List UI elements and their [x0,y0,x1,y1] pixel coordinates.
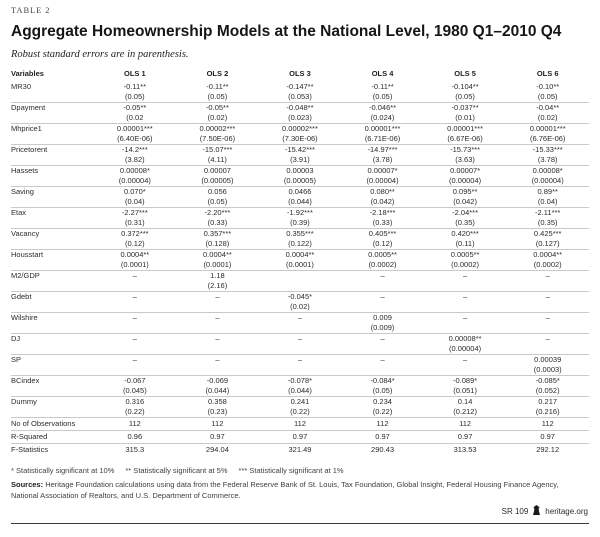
standard-error: (0.0002) [451,259,480,269]
coefficient-cell: 0.056 (0.05) [176,186,259,207]
standard-error: (0.35) [455,217,475,227]
coefficient-cell: 0.00002*** (7.30E-06) [259,123,342,144]
statistic-cell: 315.3 [94,443,177,456]
statistic-row [11,430,589,443]
coefficient-cell: -15.33*** (3.78) [506,144,589,165]
coefficient-cell: 0.009 (0.009) [341,312,424,333]
sources-label: Sources: [11,479,44,489]
variable-row [11,354,589,375]
standard-error: (0.02) [537,112,558,122]
coefficient-cell: -14.97*** (3.78) [341,144,424,165]
coefficient-cell: 1.18 (2.16) [176,270,259,291]
standard-error: (0.024) [370,112,395,122]
standard-error: (0.00004) [118,175,151,185]
variable-label: Hassets [11,165,94,186]
standard-error: (0.044) [288,385,312,395]
standard-error: (7.30E-06) [282,133,318,143]
standard-error: (0.212) [453,406,477,416]
variable-label: Housstart [11,249,94,270]
coefficient-cell: – [259,312,342,333]
coefficient-cell: 0.89** (0.04) [506,186,589,207]
coefficient-cell: -0.085* (0.052) [506,375,589,396]
standard-error: (6.40E-06) [117,133,153,143]
coefficient-cell: – [424,312,507,333]
significance-item: *** Statistically significant at 1% [238,465,344,475]
coefficient-cell: – [506,270,589,291]
statistic-cell: 112 [259,417,342,430]
sources-note [11,480,585,502]
coefficient-cell: -0.048** (0.023) [259,102,342,123]
statistic-cell: 112 [506,417,589,430]
coefficient-cell: -0.067 (0.045) [94,375,177,396]
model-column-header: OLS 4 [371,68,394,78]
model-column-header: OLS 2 [206,68,229,78]
variable-row [11,249,589,270]
standard-error: (0.216) [535,406,560,416]
standard-error: (0.023) [288,112,312,122]
model-column-header: OLS 1 [124,68,146,78]
standard-error: (2.16) [207,280,228,290]
variable-row [11,312,589,333]
statistic-cell: 313.53 [424,443,507,456]
coefficient-cell: -15.73*** (3.63) [424,144,507,165]
standard-error: (0.23) [207,406,228,416]
coefficient-cell: 0.00007* (0.00004) [424,165,507,186]
model-column-header: OLS 6 [536,68,559,78]
coefficient-cell: 0.14 (0.212) [424,396,507,417]
statistic-row [11,443,589,456]
coefficient-cell: -2.11*** (0.35) [506,207,589,228]
variable-row [11,396,589,417]
statistic-cell: 0.97 [506,430,589,443]
coefficient-cell: 0.241 (0.22) [259,396,342,417]
standard-error: (0.0001) [203,259,232,269]
variable-label: BCindex [11,375,94,396]
coefficient-cell: 0.217 (0.216) [506,396,589,417]
standard-error: (0.0001) [286,259,314,269]
variable-row [11,291,589,312]
coefficient-cell: – [506,312,589,333]
coefficient-cell: 0.00001*** (6.76E-06) [506,123,589,144]
standard-error: (0.04) [125,196,145,206]
standard-error: (0.00004) [531,175,564,185]
standard-error: (0.12) [372,238,393,248]
variable-label: Pricetorent [11,144,94,165]
coefficient-cell: -15.42*** (3.91) [259,144,342,165]
coefficient-cell: – [176,312,259,333]
statistic-cell: 294.04 [176,443,259,456]
statistic-cell: 321.49 [259,443,342,456]
coefficient-cell: – [259,333,342,354]
variable-label: SP [11,354,94,375]
standard-error: (0.042) [453,196,477,206]
coefficient-cell: – [341,270,424,291]
variable-label: Saving [11,186,94,207]
coefficient-cell: -2.04*** (0.35) [424,207,507,228]
coefficient-cell: -0.04** (0.02) [506,102,589,123]
coefficient-cell: 0.00007* (0.00004) [341,165,424,186]
coefficient-cell: – [94,291,177,312]
coefficient-cell: – [506,333,589,354]
standard-error: (0.12) [125,238,145,248]
statistic-cell: 0.97 [259,430,342,443]
variable-label: Etax [11,207,94,228]
statistic-cell: 0.97 [341,430,424,443]
coefficient-cell: – [424,291,507,312]
coefficient-cell: – [341,333,424,354]
coefficient-cell: -0.084* (0.05) [341,375,424,396]
coefficient-cell: 0.070* (0.04) [94,186,177,207]
statistic-label: F-Statistics [11,443,94,456]
coefficient-cell: – [176,354,259,375]
standard-error: (4.11) [207,154,227,164]
variable-label: Dpayment [11,102,94,123]
coefficient-cell: -0.037** (0.01) [424,102,507,123]
standard-error: (0.00004) [449,175,482,185]
coefficient-cell: -0.046** (0.024) [341,102,424,123]
coefficient-cell: 0.0004** (0.0001) [94,249,177,270]
significance-note [11,466,589,475]
standard-error: (0.11) [455,238,475,248]
coefficient-cell: -14.2*** (3.82) [94,144,177,165]
standard-error: (0.04) [537,196,558,206]
standard-error: (0.22) [125,406,145,416]
coefficient-cell: – [259,354,342,375]
bottom-rule [11,523,589,524]
coefficient-cell: -2.18*** (0.33) [341,207,424,228]
coefficient-cell: 0.372*** (0.12) [94,228,177,249]
coefficient-cell: -0.11** (0.05) [341,82,424,103]
coefficient-cell: -0.089* (0.051) [424,375,507,396]
standard-error: (0.02) [290,301,310,311]
coefficient-cell: -0.045* (0.02) [259,291,342,312]
coefficient-cell: 0.00039 (0.0003) [506,354,589,375]
coefficient-cell: 0.0004** (0.0002) [506,249,589,270]
standard-error: (0.009) [370,322,395,332]
variable-label: Wilshire [11,312,94,333]
coefficient-cell: -0.11** (0.05) [176,82,259,103]
standard-error: (0.02 [126,112,144,122]
standard-error: (0.0003) [533,364,562,374]
standard-error: (0.39) [290,217,310,227]
coefficient-cell: 0.357*** (0.128) [176,228,259,249]
standard-error: (0.05) [372,91,393,101]
standard-error: (0.044) [205,385,230,395]
report-footer [502,505,588,517]
variable-row [11,207,589,228]
standard-error: (3.78) [372,154,393,164]
standard-error: (3.78) [537,154,558,164]
variable-label: Gdebt [11,291,94,312]
standard-error: (0.128) [205,238,230,248]
coefficient-cell: – [506,291,589,312]
coefficient-cell: 0.080** (0.042) [341,186,424,207]
significance-item: ** Statistically significant at 5% [125,465,228,475]
variable-row [11,102,589,123]
coefficient-cell: – [424,270,507,291]
standard-error: (0.045) [122,385,147,395]
statistic-cell: 292.12 [506,443,589,456]
standard-error: (0.127) [535,238,560,248]
variable-row [11,270,589,291]
coefficient-cell: – [176,291,259,312]
standard-error: (0.31) [125,217,145,227]
coefficient-cell: – [94,354,177,375]
standard-error: (0.051) [453,385,477,395]
regression-table [11,69,589,456]
standard-error: (0.0001) [120,259,149,269]
statistic-cell: 112 [176,417,259,430]
coefficient-cell: -0.10** (0.05) [506,82,589,103]
variable-label: Mhprice1 [11,123,94,144]
report-id: SR 109 [501,506,529,516]
variable-row [11,333,589,354]
standard-error: (0.35) [537,217,558,227]
table-number-label: TABLE 2 [11,5,51,15]
standard-error: (0.053) [288,91,312,101]
statistic-label: R-Squared [11,430,94,443]
statistic-row [11,417,589,430]
standard-error: (0.33) [207,217,228,227]
variable-row [11,123,589,144]
coefficient-cell: 0.00002*** (7.50E-06) [176,123,259,144]
coefficient-cell: 0.00001*** (6.71E-06) [341,123,424,144]
coefficient-cell: 0.0004** (0.0001) [176,249,259,270]
standard-error: (3.63) [455,154,475,164]
coefficient-cell: 0.00001*** (6.40E-06) [94,123,177,144]
coefficient-cell: 0.00003 (0.00005) [259,165,342,186]
standard-error: (0.05) [207,196,228,206]
standard-error: (0.01) [455,112,475,122]
coefficient-cell: 0.0466 (0.044) [259,186,342,207]
variable-label: DJ [11,333,94,354]
coefficient-cell: 0.0004** (0.0001) [259,249,342,270]
standard-error: (0.05) [537,91,558,101]
standard-error: (0.00005) [283,175,317,185]
table-subtitle: Robust standard errors are in parenthesis. [11,48,189,60]
statistic-cell: 112 [94,417,177,430]
coefficient-cell: 0.00008** (0.00004) [424,333,507,354]
variables-column-header: Variables [11,68,44,78]
standard-error: (0.00004) [449,343,482,353]
coefficient-cell: 0.420*** (0.11) [424,228,507,249]
coefficient-cell: 0.0005** (0.0002) [424,249,507,270]
coefficient-cell: 0.355*** (0.122) [259,228,342,249]
table-header [11,69,589,82]
standard-error: (3.91) [290,154,310,164]
coefficient-cell [259,270,342,291]
table-body [11,82,589,456]
coefficient-cell: 0.00008* (0.00004) [506,165,589,186]
variable-row [11,186,589,207]
standard-error: (0.22) [372,406,393,416]
model-column-header: OLS 5 [454,68,476,78]
variable-row [11,375,589,396]
coefficient-cell: – [424,354,507,375]
coefficient-cell: – [94,333,177,354]
coefficient-cell: 0.00001*** (6.67E-06) [424,123,507,144]
statistic-label: No of Observations [11,417,94,430]
coefficient-cell: 0.358 (0.23) [176,396,259,417]
coefficient-cell: – [176,333,259,354]
coefficient-cell: -2.20*** (0.33) [176,207,259,228]
standard-error: (7.50E-06) [199,133,236,143]
coefficient-cell: -0.147** (0.053) [259,82,342,103]
standard-error: (0.05) [372,385,393,395]
variable-row [11,165,589,186]
variable-row [11,82,589,103]
coefficient-cell: -0.078* (0.044) [259,375,342,396]
standard-error: (0.122) [288,238,312,248]
statistic-cell: 0.97 [424,430,507,443]
coefficient-cell: -0.104** (0.05) [424,82,507,103]
table-title: Aggregate Homeownership Models at the National Level, 1980 Q1–2010 Q4 [11,23,562,40]
standard-error: (0.044) [288,196,312,206]
variable-row [11,144,589,165]
standard-error: (0.042) [370,196,395,206]
footer-site-link[interactable]: heritage.org [545,506,588,516]
coefficient-cell: -2.27*** (0.31) [94,207,177,228]
coefficient-cell: 0.00008* (0.00004) [94,165,177,186]
standard-error: (6.76E-06) [529,133,566,143]
standard-error: (0.05) [125,91,145,101]
coefficient-cell: -1.92*** (0.39) [259,207,342,228]
statistic-cell: 0.97 [176,430,259,443]
coefficient-cell: 0.316 (0.22) [94,396,177,417]
variable-label: M2/GDP [11,270,94,291]
coefficient-cell: – [94,312,177,333]
coefficient-cell: 0.425*** (0.127) [506,228,589,249]
model-column-header: OLS 3 [289,68,311,78]
variable-label: Dummy [11,396,94,417]
statistic-cell: 0.96 [94,430,177,443]
standard-error: (3.82) [125,154,145,164]
coefficient-cell: 0.0005** (0.0002) [341,249,424,270]
coefficient-cell: 0.00007 (0.00005) [176,165,259,186]
statistic-cell: 290.43 [341,443,424,456]
variable-label: MR30 [11,81,32,91]
coefficient-cell: -0.069 (0.044) [176,375,259,396]
standard-error: (0.05) [207,91,228,101]
column-header-row [11,69,589,82]
sources-text: Heritage Foundation calculations using data from the Federal Reserve Bank of St. Louis, Tax Foundation, Global Insight, Federal Housing Finance Agency, National Association of Realtors, and U.S. Department of Commerce. [11,479,559,500]
coefficient-cell: – [341,291,424,312]
statistic-cell: 112 [424,417,507,430]
variable-label: Vacancy [11,228,94,249]
coefficient-cell: 0.405*** (0.12) [341,228,424,249]
standard-error: (6.67E-06) [447,133,483,143]
coefficient-cell: -0.11** (0.05) [94,82,177,103]
coefficient-cell: 0.234 (0.22) [341,396,424,417]
standard-error: (0.00005) [201,175,234,185]
standard-error: (0.0002) [368,259,397,269]
standard-error: (0.0002) [533,259,562,269]
significance-item: * Statistically significant at 10% [11,465,115,475]
coefficient-cell: -15.07*** (4.11) [176,144,259,165]
standard-error: (0.052) [535,385,560,395]
standard-error: (6.71E-06) [364,133,401,143]
coefficient-cell: – [341,354,424,375]
standard-error: (0.22) [290,406,310,416]
variable-row [11,228,589,249]
standard-error: (0.02) [207,112,228,122]
coefficient-cell: -0.05** (0.02 [94,102,177,123]
coefficient-cell: 0.095** (0.042) [424,186,507,207]
standard-error: (0.05) [455,91,475,101]
coefficient-cell: – [94,270,177,291]
coefficient-cell: -0.05** (0.02) [176,102,259,123]
standard-error: (0.00004) [366,175,399,185]
heritage-logo-icon [532,505,541,517]
statistic-cell: 112 [341,417,424,430]
standard-error: (0.33) [372,217,393,227]
